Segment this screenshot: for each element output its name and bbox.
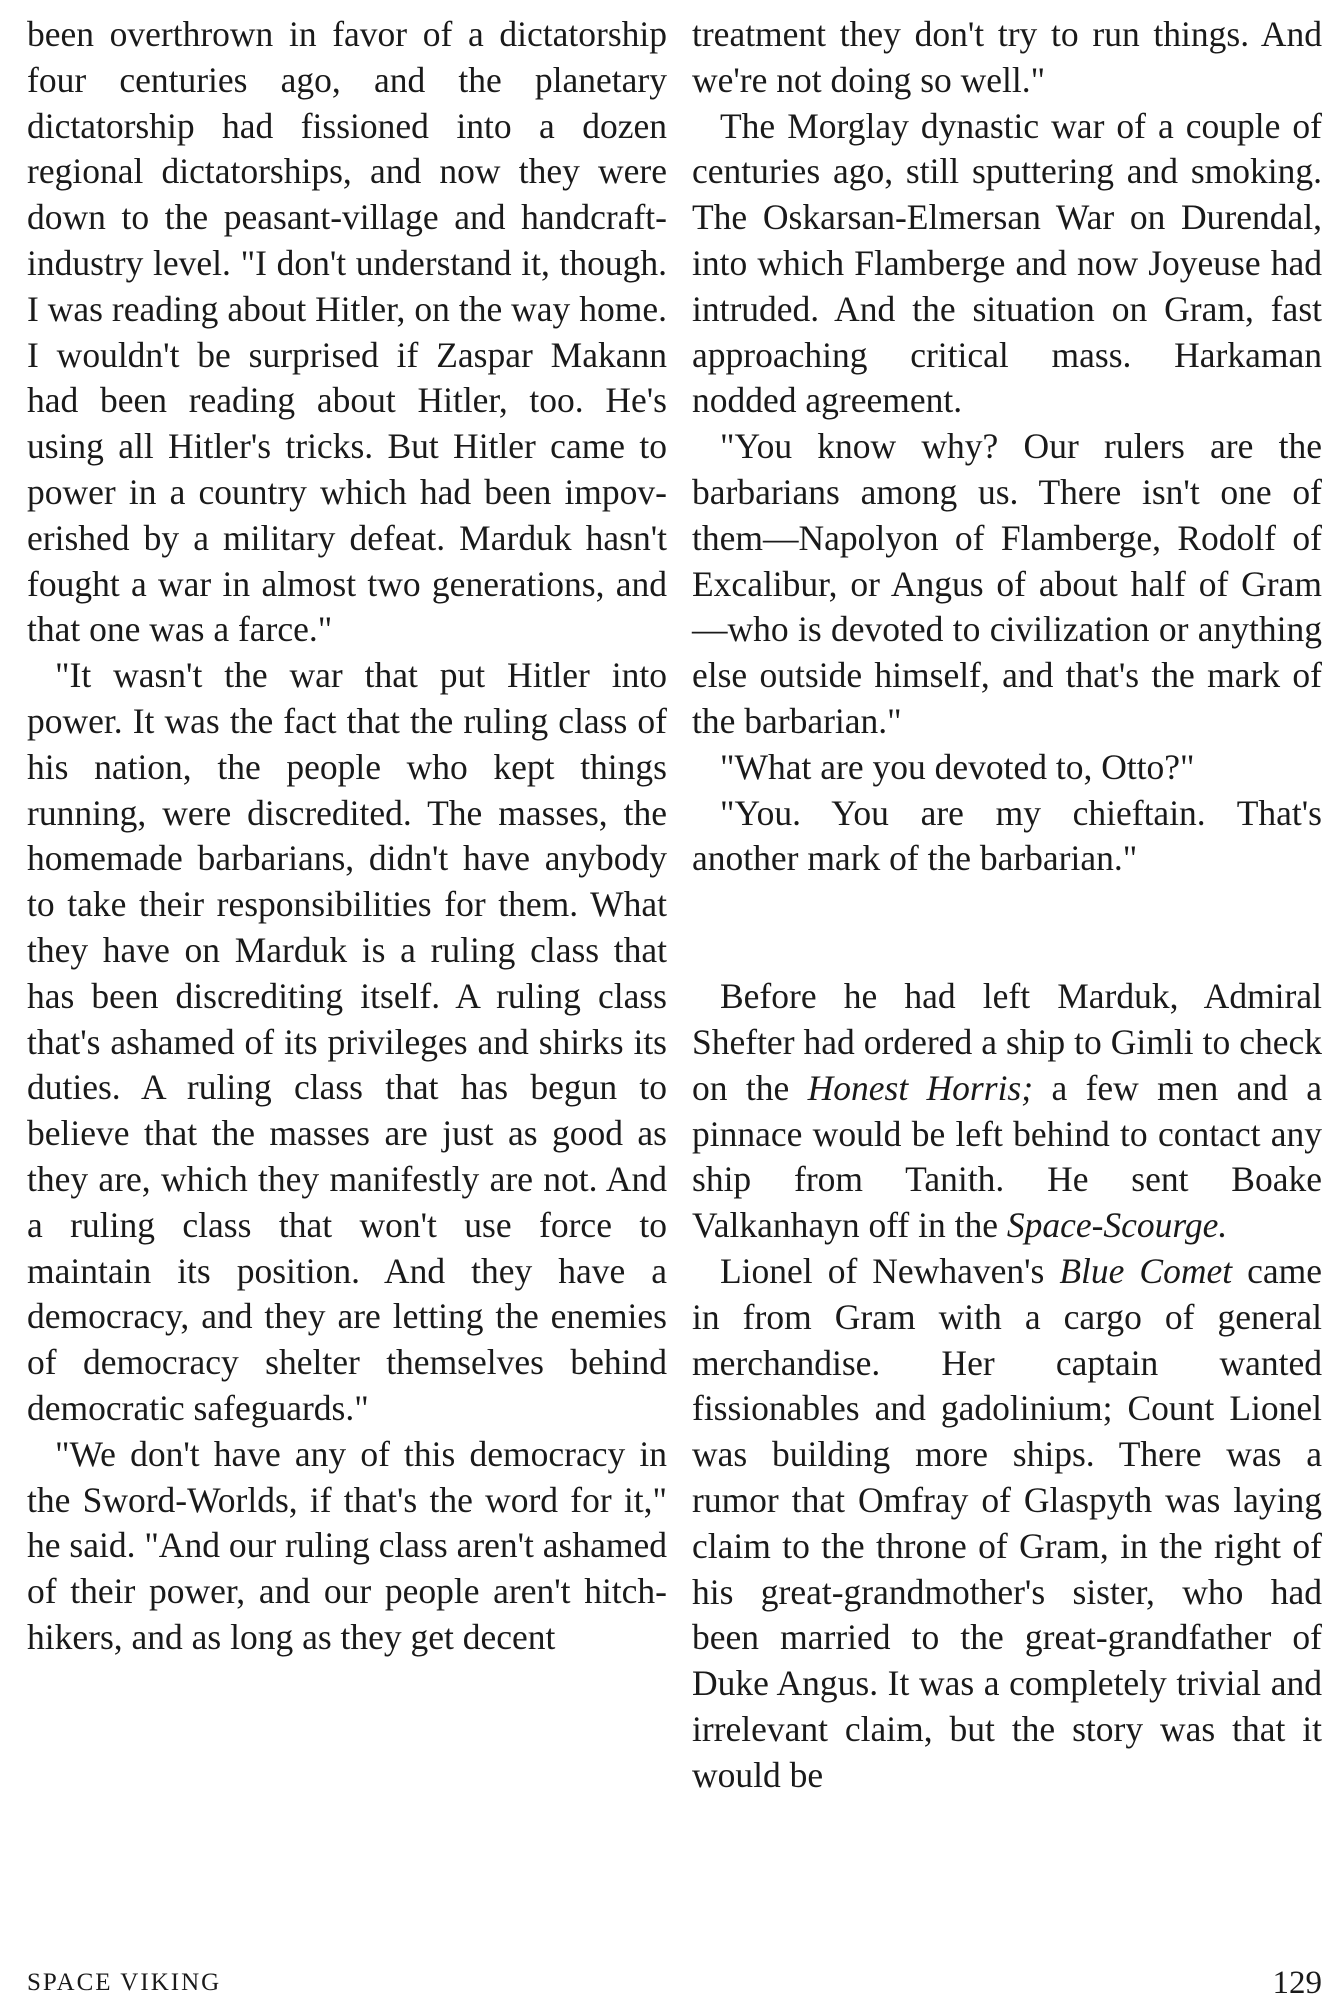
paragraph: The Morglay dynastic war of a couple of centuries ago, still sputtering and smoking. The Oskarsan-Elmersan War on Durendal, into which Flamberge and now Joyeuse had intruded. And the situation on Gram, fast approaching critical mass. Harkaman nodded agreement. [692,105,1322,421]
ship-name: Blue Comet [1059,1250,1233,1291]
ship-name: Honest Horris; [807,1067,1034,1108]
paragraph: "What are you devoted to, Otto?" [720,746,1195,787]
text-run: a few men and a pinnace would be left behind to contact any ship from Tanith. He sent Boake Valkanhayn off in the [692,1067,1323,1246]
paragraph: "It wasn't the war that put Hitler into power. It was the fact that the ruling class of his nation, the people who kept things running, were discredited. The masses, the homemade barbarians, didn't have anybody to take their responsibilities for them. What they have on Marduk is a ruling class that has been discrediting itself. A ruling class that's ashamed of its privileges and shirks its duties. A ruling class that has begun to believe that the masses are just as good as they are, which they manifestly are not. And a ruling class that won't use force to maintain its position. And they have a democracy, and they are letting the enemies of democracy shelter themselves behind democratic safeguards." [27,655,667,1428]
paragraph [692,1249,1322,1799]
ship-name: Space-Scourge. [1006,1205,1228,1246]
text-run: came in from Gram with a cargo of general merchandise. Her captain wanted fissionables and gadolinium; Count Lionel was building more ships. There was a rumor that Omfray of Glaspyth was laying claim to the throne of Gram, in the right of his great-grandmother's sister, who had been married to the great-grandfather of Duke Angus. It was a completely trivial and irrelevant claim, but the story was that it would be [692,1250,1322,1795]
paragraph: treatment they don't try to run things. And we're not doing so well." [692,14,1322,100]
text-run: Lionel of Newhaven's [720,1250,1060,1291]
paragraph: "You know why? Our rulers are the barbarians among us. There isn't one of them—Napolyon of Flamberge, Rodolf of Excalibur, or Angus of about half of Gram—who is devoted to civilization or anything else outside himself, and that's the mark of the barbarian." [692,426,1322,741]
paragraph: "We don't have any of this democracy in the Sword-Worlds, if that's the word for it," he said. "And our ruling class aren't ashamed of their power, and our people aren't hitchhikers, and as long as they get decent [27,1433,667,1657]
text-run: Before he had left Marduk, Admiral Shefter had ordered a ship to Gimli to check on the [692,976,1322,1108]
page-footer [27,1965,1322,2005]
section-break [692,882,1322,974]
paragraph: "You. You are my chieftain. That's another mark of the barbarian." [692,792,1322,879]
paragraph [692,974,1322,1249]
page-number: 129 [1272,1965,1322,2001]
left-column [27,12,667,1661]
paragraph: been overthrown in favor of a dictatorship four centuries ago, and the planetary dictatorship had fissioned into a dozen regional dictatorships, and now they were down to the peasant-village and handcraft-industry level. "I don't understand it, though. I was reading about Hitler, on the way home. I wouldn't be surprised if Zaspar Makann had been reading about Hitler, too. He's using all Hitler's tricks. But Hitler came to power in a country which had been impoverished by a military defeat. Marduk hasn't fought a war in almost two generations, and that one was a farce." [27,14,667,650]
right-column [692,12,1322,1798]
running-head: SPACE VIKING [27,1969,222,1996]
